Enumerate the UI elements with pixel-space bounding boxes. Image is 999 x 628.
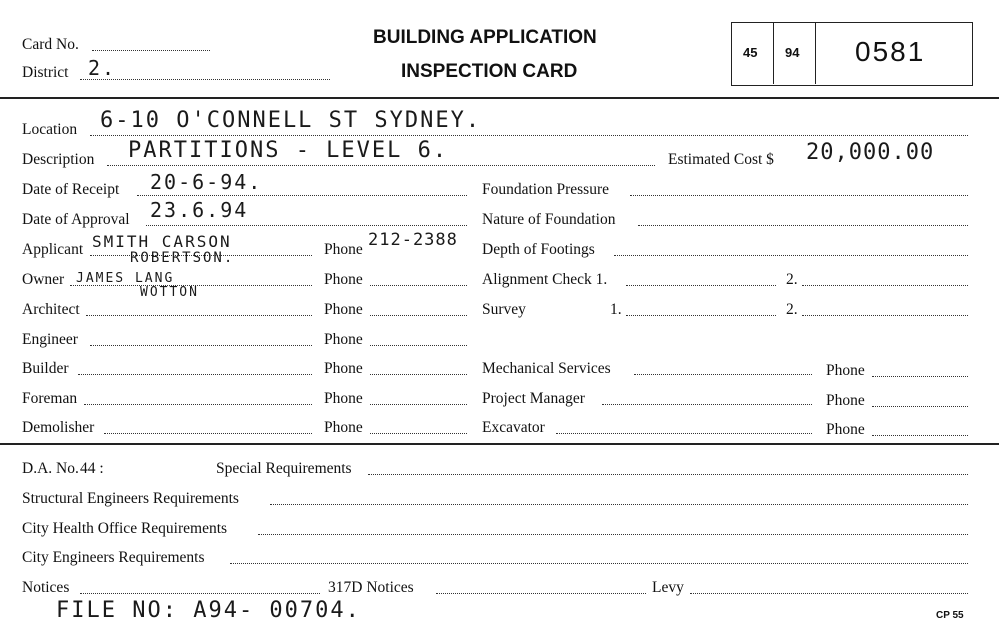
district-value: 2. [88, 56, 117, 80]
card-no-label: Card No. [22, 36, 79, 53]
card-number-box [731, 22, 973, 86]
architect-field [86, 315, 312, 316]
builder-phone-label: Phone [324, 360, 363, 377]
project-manager-phone-field [872, 406, 968, 407]
da-no-value: 44 : [80, 460, 104, 477]
box-divider-2 [815, 22, 816, 84]
builder-phone-field [370, 374, 467, 375]
engineer-label: Engineer [22, 331, 78, 348]
owner-phone-field [370, 285, 467, 286]
survey-field-2 [802, 315, 968, 316]
district-label: District [22, 64, 69, 81]
project-manager-label: Project Manager [482, 390, 585, 407]
builder-field [78, 374, 312, 375]
location-label: Location [22, 121, 78, 138]
excavator-field [556, 433, 812, 434]
builder-label: Builder [22, 360, 69, 377]
engineer-field [90, 345, 312, 346]
alignment-check-2-label: 2. [786, 271, 798, 288]
depth-footings-field [614, 255, 968, 256]
date-approval-value: 23.6.94 [150, 198, 249, 222]
excavator-phone-label: Phone [826, 421, 865, 438]
survey-label: Survey [482, 301, 526, 318]
project-manager-field [602, 404, 812, 405]
date-approval-field [146, 225, 467, 226]
notices-317d-field [436, 593, 646, 594]
description-label: Description [22, 151, 95, 168]
alignment-check-label: Alignment Check 1. [482, 271, 608, 288]
applicant-value-line1: SMITH CARSON [92, 232, 232, 251]
form-title-line1: BUILDING APPLICATION [373, 27, 597, 48]
date-approval-label: Date of Approval [22, 211, 130, 228]
applicant-phone-value: 212-2388 [368, 230, 458, 250]
header-rule [0, 97, 999, 99]
structural-engineers-field [270, 504, 968, 505]
form-title-line2: INSPECTION CARD [401, 61, 578, 82]
applicant-value-line2: ROBERTSON. [130, 250, 235, 266]
architect-phone-field [370, 315, 467, 316]
foreman-label: Foreman [22, 390, 78, 407]
owner-value-line1: JAMES LANG [76, 271, 175, 286]
survey-field-1 [626, 315, 776, 316]
foundation-pressure-field [630, 195, 968, 196]
foreman-field [84, 404, 312, 405]
date-receipt-value: 20-6-94. [150, 170, 263, 194]
demolisher-phone-label: Phone [324, 419, 363, 436]
city-health-field [258, 534, 968, 535]
date-receipt-field [137, 195, 467, 196]
description-field [107, 165, 655, 166]
special-requirements-label: Special Requirements [216, 460, 352, 477]
demolisher-phone-field [370, 433, 467, 434]
alignment-check-field-2 [802, 285, 968, 286]
estimated-cost-label: Estimated Cost $ [668, 151, 774, 168]
foreman-phone-field [370, 404, 467, 405]
owner-label: Owner [22, 271, 65, 288]
survey-2-label: 2. [786, 301, 798, 318]
nature-foundation-field [638, 225, 968, 226]
foreman-phone-label: Phone [324, 390, 363, 407]
description-value: PARTITIONS - LEVEL 6. [128, 138, 449, 163]
district-field [80, 79, 330, 80]
structural-engineers-label: Structural Engineers Requirements [22, 490, 239, 507]
card-no-field [92, 50, 210, 51]
project-manager-phone-label: Phone [826, 392, 865, 409]
levy-field [690, 593, 968, 594]
date-receipt-label: Date of Receipt [22, 181, 120, 198]
city-engineers-field [230, 563, 968, 564]
city-engineers-label: City Engineers Requirements [22, 549, 205, 566]
location-value: 6-10 O'CONNELL ST SYDNEY. [100, 108, 482, 133]
city-health-label: City Health Office Requirements [22, 520, 228, 537]
nature-foundation-label: Nature of Foundation [482, 211, 616, 228]
mechanical-services-label: Mechanical Services [482, 360, 611, 377]
owner-value-line2: WOTTON [140, 285, 199, 300]
architect-label: Architect [22, 301, 80, 318]
mechanical-phone-field [872, 376, 968, 377]
engineer-phone-field [370, 345, 467, 346]
estimated-cost-value: 20,000.00 [806, 140, 935, 165]
notices-field [80, 593, 320, 594]
depth-footings-label: Depth of Footings [482, 241, 595, 258]
form-code: CP 55 [936, 610, 964, 621]
mechanical-phone-label: Phone [826, 362, 865, 379]
excavator-phone-field [872, 435, 968, 436]
mechanical-services-field [634, 374, 812, 375]
box-divider-1 [773, 22, 774, 84]
owner-phone-label: Phone [324, 271, 363, 288]
levy-label: Levy [652, 579, 684, 596]
code-b: 94 [785, 45, 800, 60]
engineer-phone-label: Phone [324, 331, 363, 348]
foundation-pressure-label: Foundation Pressure [482, 181, 610, 198]
survey-1-label: 1. [610, 301, 622, 318]
alignment-check-field-1 [626, 285, 776, 286]
excavator-label: Excavator [482, 419, 545, 436]
notices-317d-label: 317D Notices [328, 579, 414, 596]
location-field [90, 135, 968, 136]
code-a: 45 [743, 45, 758, 60]
special-requirements-field [368, 474, 968, 475]
file-number-handwritten: FILE NO: A94- 00704. [56, 598, 361, 623]
architect-phone-label: Phone [324, 301, 363, 318]
da-no-label: D.A. No. [22, 460, 79, 477]
applicant-phone-label: Phone [324, 241, 363, 258]
demolisher-label: Demolisher [22, 419, 95, 436]
middle-rule [0, 443, 999, 445]
applicant-label: Applicant [22, 241, 84, 258]
demolisher-field [104, 433, 312, 434]
notices-label: Notices [22, 579, 70, 596]
card-number: 0581 [855, 36, 926, 67]
